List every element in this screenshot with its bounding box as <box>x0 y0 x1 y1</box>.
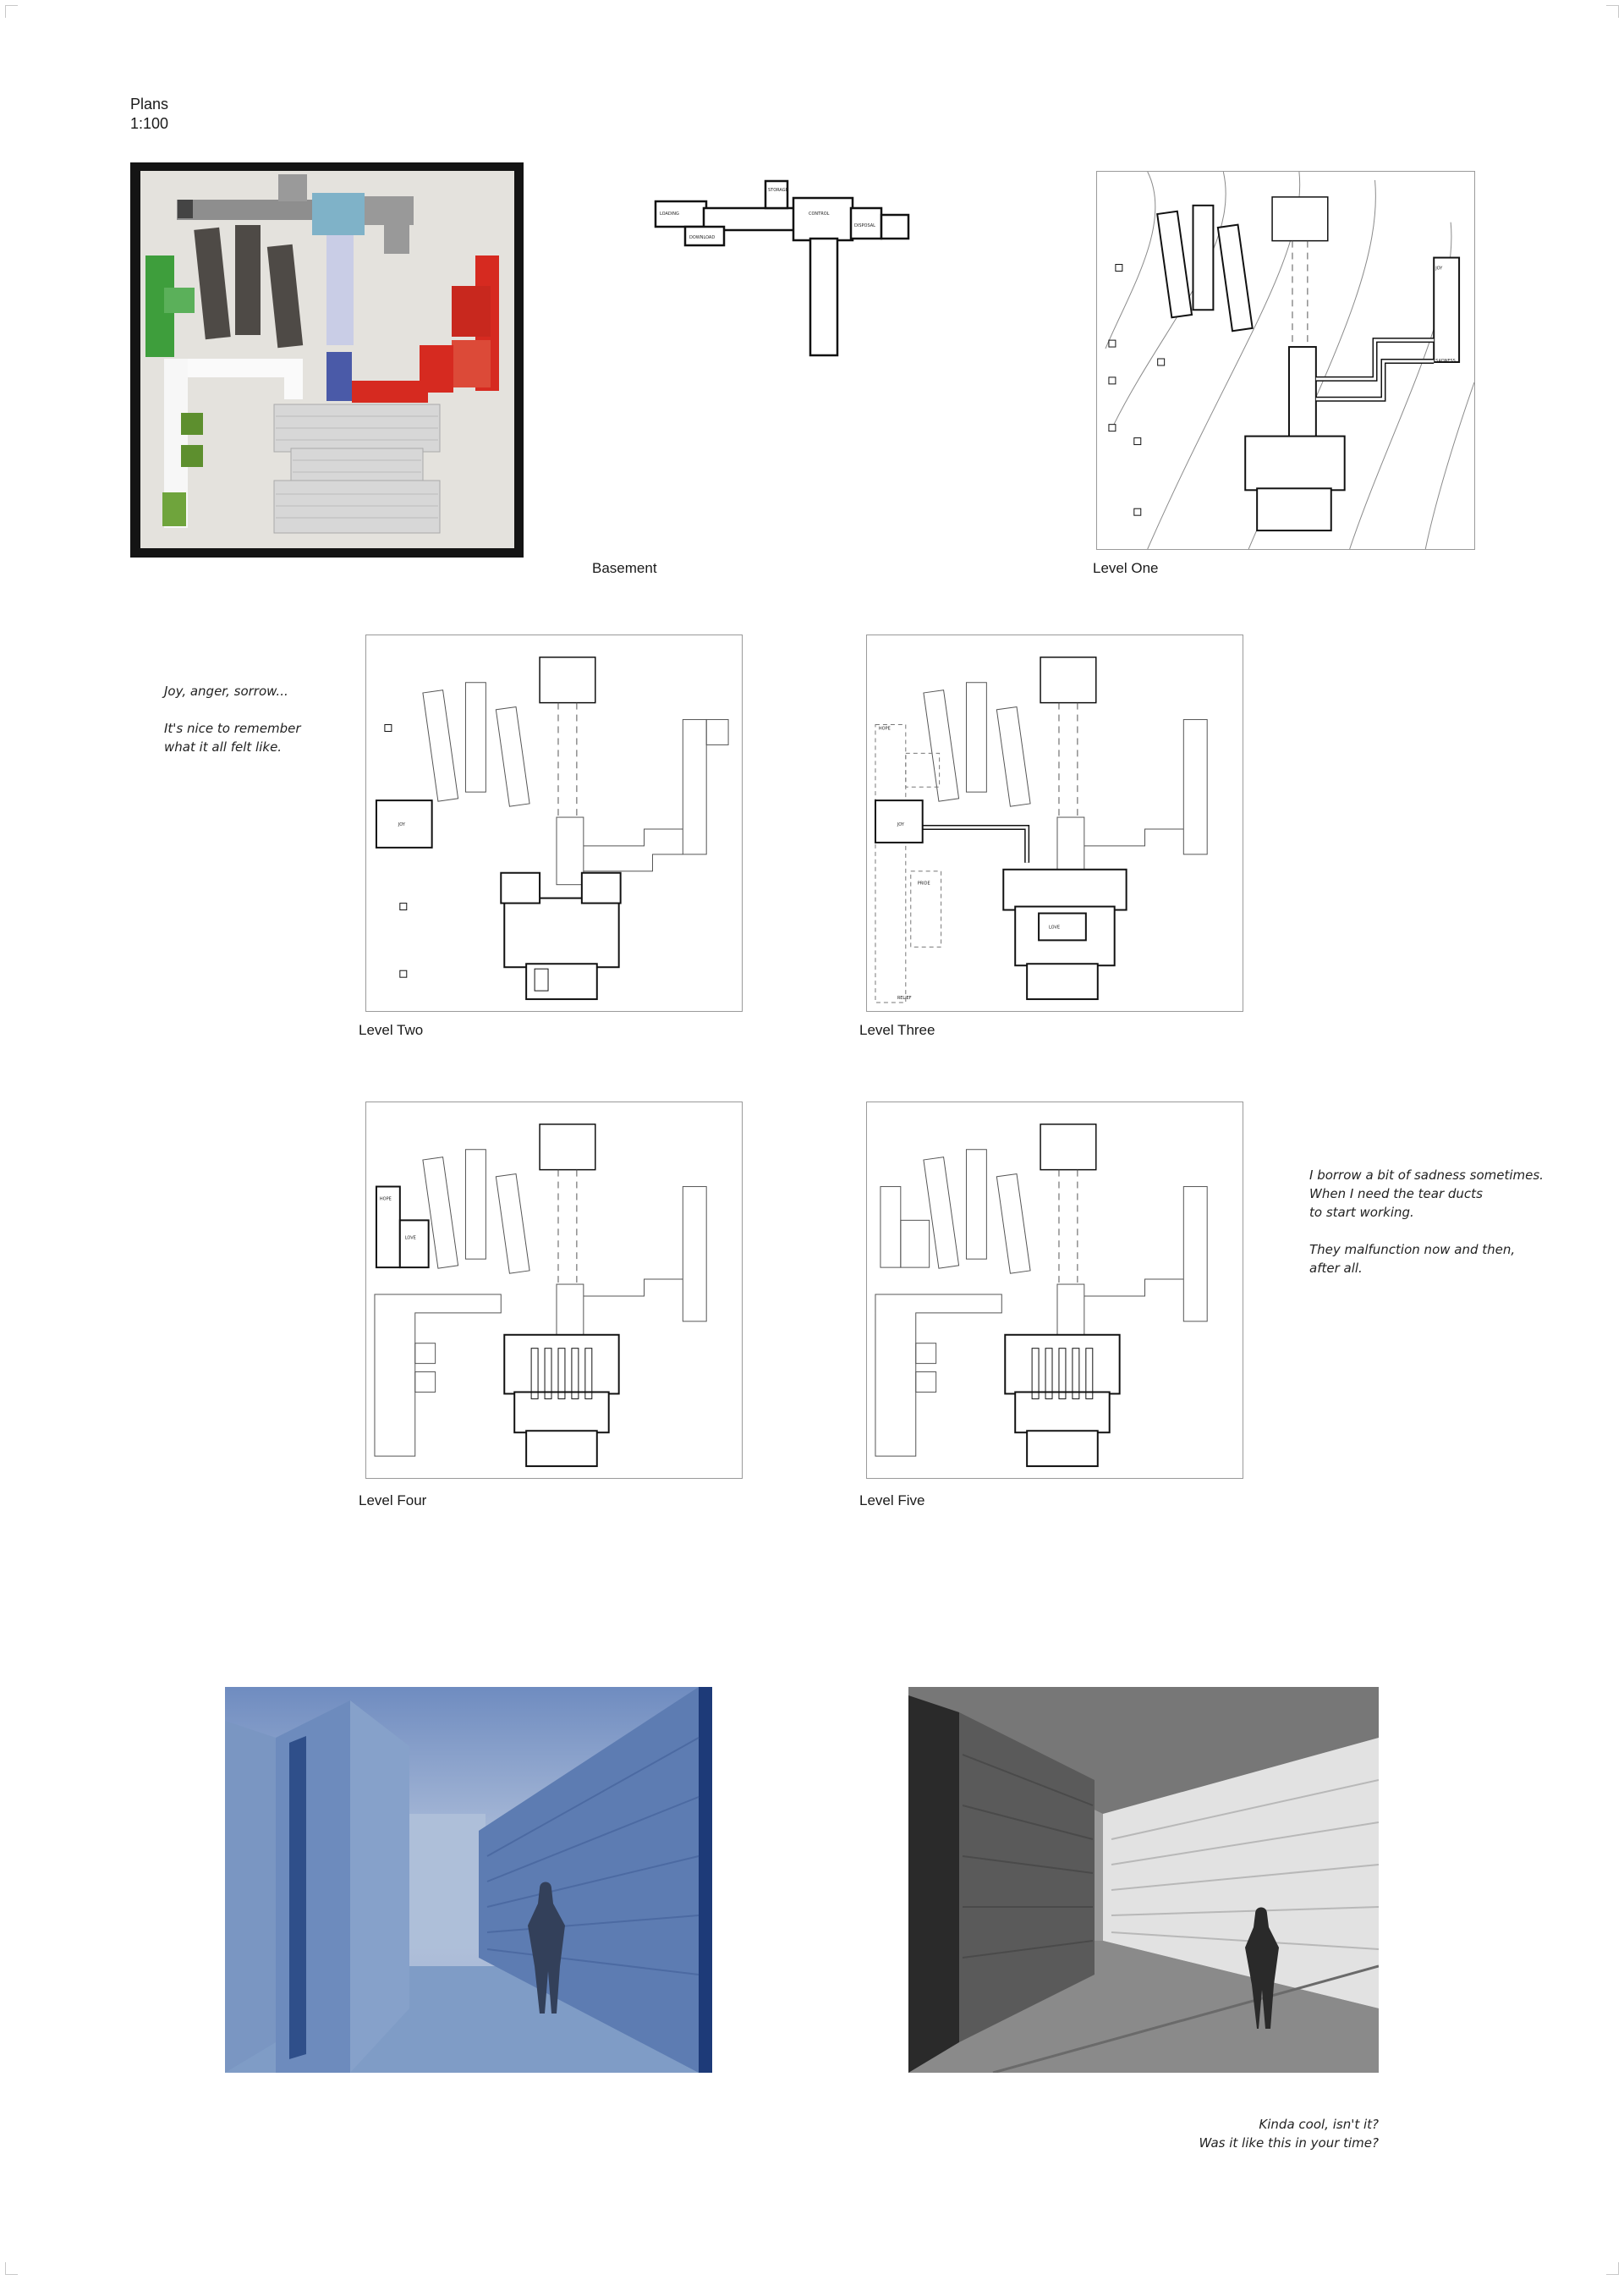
quote-line: They malfunction now and then, <box>1309 1242 1516 1257</box>
caption-level-three: Level Three <box>859 1022 935 1038</box>
room-label: LOVE <box>404 1235 416 1241</box>
level-two-plan <box>365 635 743 1012</box>
quote-bottom <box>1199 2115 1379 2152</box>
level-four-plan <box>365 1102 743 1479</box>
room-label: HOPE <box>379 1196 392 1202</box>
title-line-1: Plans <box>130 96 169 113</box>
room-label: SADNESS <box>1435 358 1456 364</box>
level-five-plan <box>866 1102 1243 1479</box>
quote-line: Kinda cool, isn't it? <box>1259 2117 1379 2132</box>
colored-site-plan <box>130 162 524 558</box>
caption-level-one: Level One <box>1093 560 1159 576</box>
room-label: JOY <box>1435 266 1443 272</box>
room-label: DISPOSAL <box>854 223 875 228</box>
level-one-plan <box>1096 171 1475 550</box>
caption-level-four: Level Four <box>359 1492 427 1508</box>
room-label: LOVE <box>1049 925 1061 931</box>
quote-right <box>1309 1166 1544 1277</box>
quote-line: to start working. <box>1309 1205 1414 1220</box>
basement-plan <box>651 178 939 360</box>
room-label: CONTROL <box>809 212 830 217</box>
quote-line: When I need the tear ducts <box>1309 1186 1483 1201</box>
room-label: DOWNLOAD <box>689 235 716 240</box>
crop-mark <box>5 2262 18 2275</box>
room-label: HOPE <box>878 726 891 732</box>
title-line-2: 1:100 <box>130 115 169 132</box>
caption-level-two: Level Two <box>359 1022 424 1038</box>
room-label: PRIDE <box>917 881 930 887</box>
grey-interior-render <box>908 1687 1379 2073</box>
caption-basement: Basement <box>592 560 657 576</box>
crop-mark <box>1606 5 1619 18</box>
quote-left <box>164 682 301 756</box>
quote-line: It's nice to remember <box>164 721 301 736</box>
crop-mark <box>5 5 18 18</box>
blue-corridor-render <box>225 1687 712 2073</box>
quote-line: Joy, anger, sorrow... <box>164 684 288 699</box>
room-label: LOADING <box>660 212 679 217</box>
quote-line: I borrow a bit of sadness sometimes. <box>1309 1167 1544 1183</box>
caption-level-five: Level Five <box>859 1492 925 1508</box>
quote-line: Was it like this in your time? <box>1199 2135 1379 2151</box>
room-label: JOY <box>897 821 904 827</box>
quote-line: after all. <box>1309 1261 1363 1276</box>
crop-mark <box>1606 2262 1619 2275</box>
level-three-plan <box>866 635 1243 1012</box>
page-title <box>130 95 168 134</box>
quote-line: what it all felt like. <box>164 739 283 755</box>
room-label: JOY <box>398 821 405 827</box>
room-label: STORAGE <box>768 188 788 193</box>
room-label: RELIEF <box>897 996 912 1002</box>
